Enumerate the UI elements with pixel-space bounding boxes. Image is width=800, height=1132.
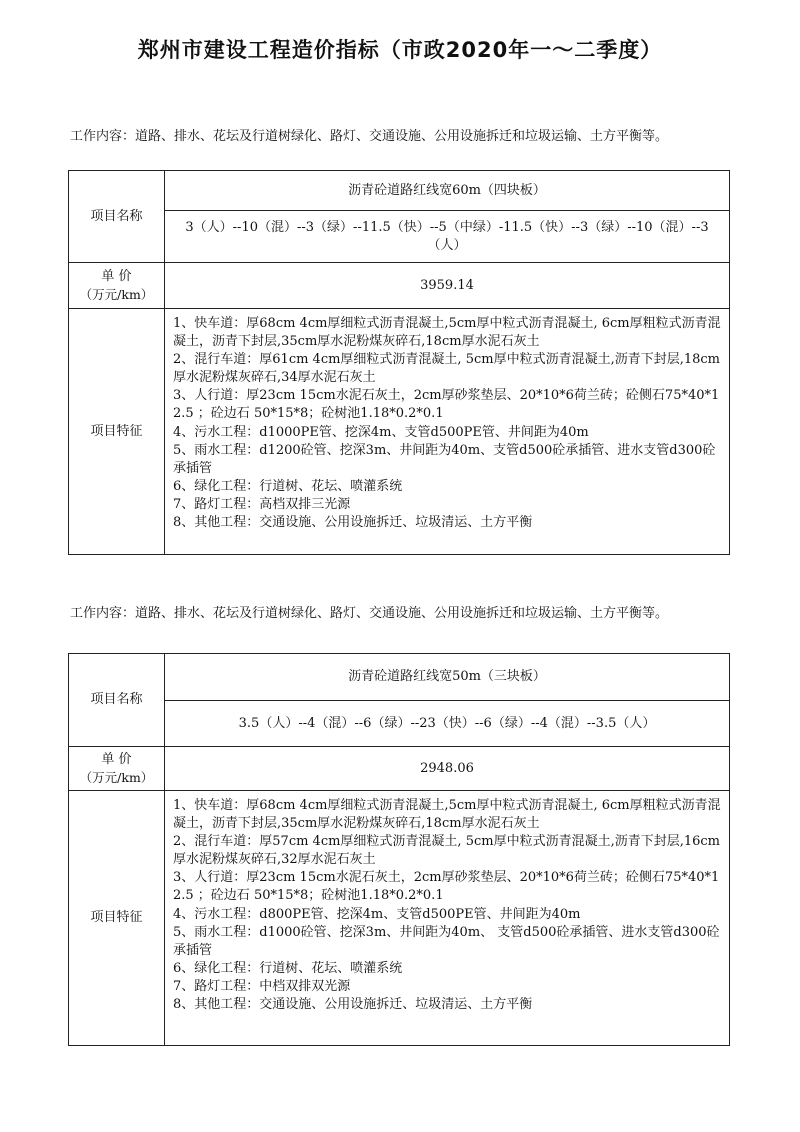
unit-price-title: 单 价 — [101, 751, 132, 767]
page-title: 郑州市建设工程造价指标（市政2020年一～二季度） — [137, 38, 663, 62]
work-content-1: 工作内容：道路、排水、花坛及行道树绿化、路灯、交通设施、公用设施拆迁和垃圾运输、土方平衡等。 — [70, 129, 669, 144]
feature-item: 3、人行道：厚23cm 15cm水泥石灰土，2cm厚砂浆垫层、20*10*6荷兰砖；砼侧石75*40*12.5 ；砼边石 50*15*8；砼树池1.18*0.2*0.1 — [173, 870, 720, 904]
feature-item: 1、快车道：厚68cm 4cm厚细粒式沥青混凝土,5cm厚中粒式沥青混凝土, 6cm厚粗粒式沥青混凝土，沥青下封层,35cm厚水泥粉煤灰碎石,18cm厚水泥石灰土 — [173, 316, 721, 350]
unit-price-value: 3959.14 — [165, 263, 730, 309]
feature-item: 3、人行道：厚23cm 15cm水泥石灰土，2cm厚砂浆垫层、20*10*6荷兰砖；砼侧石75*40*12.5 ；砼边石 50*15*8；砼树池1.18*0.2*0.1 — [173, 388, 720, 422]
features-label: 项目特征 — [69, 791, 165, 1046]
project-name-label: 项目名称 — [69, 171, 165, 263]
unit-price-title: 单 价 — [101, 268, 132, 284]
feature-item: 1、快车道：厚68cm 4cm厚细粒式沥青混凝土,5cm厚中粒式沥青混凝土, 6cm厚粗粒式沥青混凝土，沥青下封层,35cm厚水泥粉煤灰碎石,18cm厚水泥石灰土 — [173, 798, 721, 832]
indicator-table-1 — [68, 170, 730, 555]
feature-item: 5、雨水工程：d1200砼管、挖深3m、井间距为40m、支管d500砼承插管、进水支管d300砼承插管 — [173, 442, 716, 476]
features-list — [165, 309, 730, 555]
project-name: 沥青砼道路红线宽50m（三块板） — [165, 654, 730, 701]
feature-item: 8、其他工程：交通设施、公用设施拆迁、垃圾清运、土方平衡 — [173, 515, 533, 531]
feature-item: 2、混行车道：厚57cm 4cm厚细粒式沥青混凝土, 5cm厚中粒式沥青混凝土,沥青下封层,16cm厚水泥粉煤灰碎石,32厚水泥石灰土 — [173, 834, 720, 868]
feature-item: 6、绿化工程：行道树、花坛、喷灌系统 — [173, 478, 403, 494]
feature-item: 7、路灯工程：中档双排双光源 — [173, 978, 351, 994]
unit-price-value: 2948.06 — [165, 747, 730, 791]
unit-price-label — [69, 263, 165, 309]
feature-item: 6、绿化工程：行道树、花坛、喷灌系统 — [173, 960, 403, 976]
project-name: 沥青砼道路红线宽60m（四块板） — [165, 171, 730, 211]
feature-item: 8、其他工程：交通设施、公用设施拆迁、垃圾清运、土方平衡 — [173, 997, 533, 1013]
feature-item: 2、混行车道：厚61cm 4cm厚细粒式沥青混凝土, 5cm厚中粒式沥青混凝土,沥青下封层,18cm厚水泥粉煤灰碎石,34厚水泥石灰土 — [173, 352, 720, 386]
feature-item: 7、路灯工程：高档双排三光源 — [173, 496, 351, 512]
unit-price-unit: （万元/km） — [79, 286, 154, 302]
project-name-label: 项目名称 — [69, 654, 165, 747]
features-list — [165, 791, 730, 1046]
work-content-2: 工作内容：道路、排水、花坛及行道树绿化、路灯、交通设施、公用设施拆迁和垃圾运输、土方平衡等。 — [70, 606, 669, 621]
indicator-table-2 — [68, 653, 730, 1046]
cross-section: 3（人）--10（混）--3（绿）--11.5（快）--5（中绿）-11.5（快）--3（绿）--10（混）--3（人） — [165, 211, 730, 263]
feature-item: 4、污水工程：d800PE管、挖深4m、支管d500PE管、井间距为40m — [173, 906, 581, 922]
unit-price-label — [69, 747, 165, 791]
feature-item: 4、污水工程：d1000PE管、挖深4m、支管d500PE管、井间距为40m — [173, 424, 589, 440]
feature-item: 5、雨水工程：d1000砼管、挖深3m、井间距为40m、 支管d500砼承插管、进水支管d300砼承插管 — [173, 924, 720, 958]
unit-price-unit: （万元/km） — [79, 769, 154, 785]
cross-section: 3.5（人）--4（混）--6（绿）--23（快）--6（绿）--4（混）--3.5（人） — [165, 701, 730, 747]
features-label: 项目特征 — [69, 309, 165, 555]
